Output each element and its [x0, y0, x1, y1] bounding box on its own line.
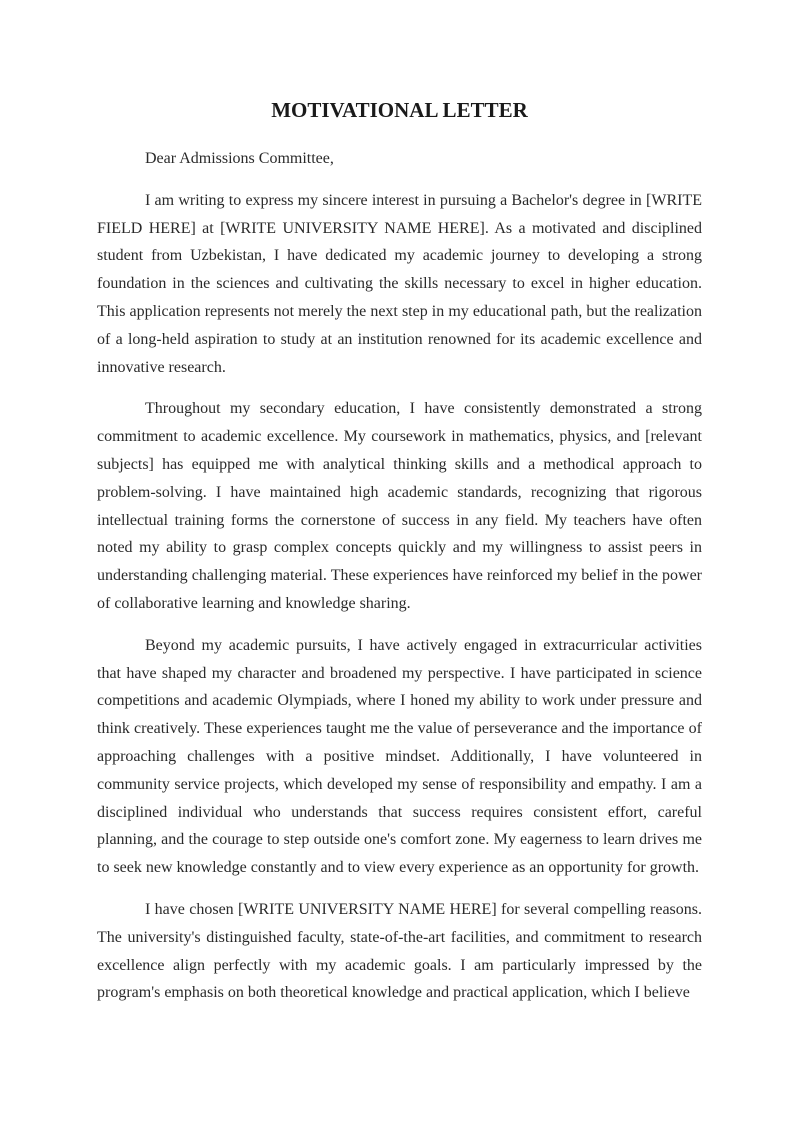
- paragraph-university-choice: I have chosen [WRITE UNIVERSITY NAME HERE] for several compelling reasons. The university's distinguished faculty, state-of-the-art facilities, and commitment to research excellence align perfectly with my academic goals. I am particularly impressed by the program's emphasis on both theoretical knowledge and practical application, which I believe: [97, 900, 702, 1002]
- salutation: Dear Admissions Committee,: [145, 150, 334, 167]
- letter-page: [97, 96, 702, 1007]
- paragraph-extracurricular: Beyond my academic pursuits, I have actively engaged in extracurricular activities that have shaped my character and broadened my perspective. I have participated in science competitions and academic Olympiads, where I honed my ability to work under pressure and think creatively. These experiences taught me the value of perseverance and the importance of approaching challenges with a positive mindset. Additionally, I have volunteered in community service projects, which developed my sense of responsibility and empathy. I am a disciplined individual who understands that success requires consistent effort, careful planning, and the courage to step outside one's comfort zone. My eagerness to learn drives me to seek new knowledge constantly and to view every experience as an opportunity for growth.: [97, 636, 702, 877]
- page-title: MOTIVATIONAL LETTER: [271, 98, 528, 122]
- paragraph-intro: I am writing to express my sincere interest in pursuing a Bachelor's degree in [WRITE FIELD HERE] at [WRITE UNIVERSITY NAME HERE]. As a motivated and disciplined student from Uzbekistan, I have dedicated my academic journey to developing a strong foundation in the sciences and cultivating the skills necessary to excel in higher education. This application represents not merely the next step in my educational path, but the realization of a long-held aspiration to study at an institution renowned for its academic excellence and innovative research.: [97, 191, 702, 376]
- paragraph-academics: Throughout my secondary education, I have consistently demonstrated a strong commitment to academic excellence. My coursework in mathematics, physics, and [relevant subjects] has equipped me with analytical thinking skills and a methodical approach to problem-solving. I have maintained high academic standards, recognizing that rigorous intellectual training forms the cornerstone of success in any field. My teachers have often noted my ability to grasp complex concepts quickly and my willingness to assist peers in understanding challenging material. These experiences have reinforced my belief in the power of collaborative learning and knowledge sharing.: [97, 400, 702, 612]
